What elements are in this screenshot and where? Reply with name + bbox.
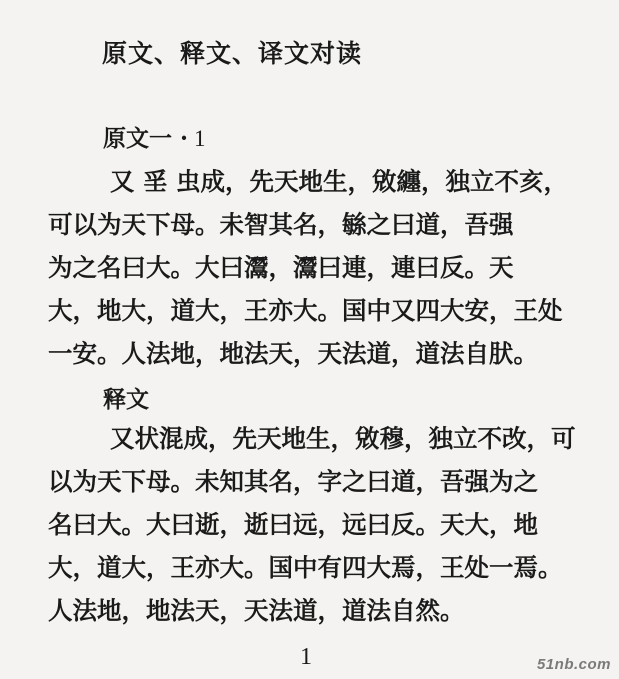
original-line: 可以为天下母。未智其名，䋣之曰道，吾强 bbox=[48, 210, 514, 239]
page-number: 1 bbox=[300, 644, 312, 670]
interpretation-line: 人法地，地法天，天法道，道法自然。 bbox=[48, 596, 465, 625]
interpretation-heading: 释文 bbox=[103, 386, 149, 413]
original-line: 一安。人法地，地法天，天法道，道法自肰。 bbox=[48, 339, 538, 368]
original-heading-number: 1 bbox=[194, 126, 206, 151]
original-heading-label: 原文一 · bbox=[103, 125, 189, 152]
interpretation-text bbox=[48, 417, 588, 632]
original-heading bbox=[103, 120, 206, 153]
section-title: 原文、释文、译文对读 bbox=[102, 39, 363, 68]
watermark: 51nb.com bbox=[536, 656, 611, 673]
original-line: 大，地大，道大，王亦大。国中又四大安，王处 bbox=[48, 296, 563, 325]
interpretation-line: 以为天下母。未知其名，字之曰道，吾强为之 bbox=[48, 467, 538, 496]
original-line: 又 㸒 虫成，先天地生，敓纏，独立不亥， bbox=[110, 167, 569, 196]
interpretation-line: 名曰大。大曰逝，逝曰远，远曰反。天大，地 bbox=[48, 510, 538, 539]
original-line: 为之名曰大。大曰灊，灊曰連，連曰反。天 bbox=[48, 253, 514, 282]
interpretation-line: 又状混成，先天地生，敓穆，独立不改，可 bbox=[110, 424, 576, 453]
interpretation-line: 大，道大，王亦大。国中有四大焉，王处一焉。 bbox=[48, 553, 563, 582]
original-text bbox=[48, 160, 588, 375]
